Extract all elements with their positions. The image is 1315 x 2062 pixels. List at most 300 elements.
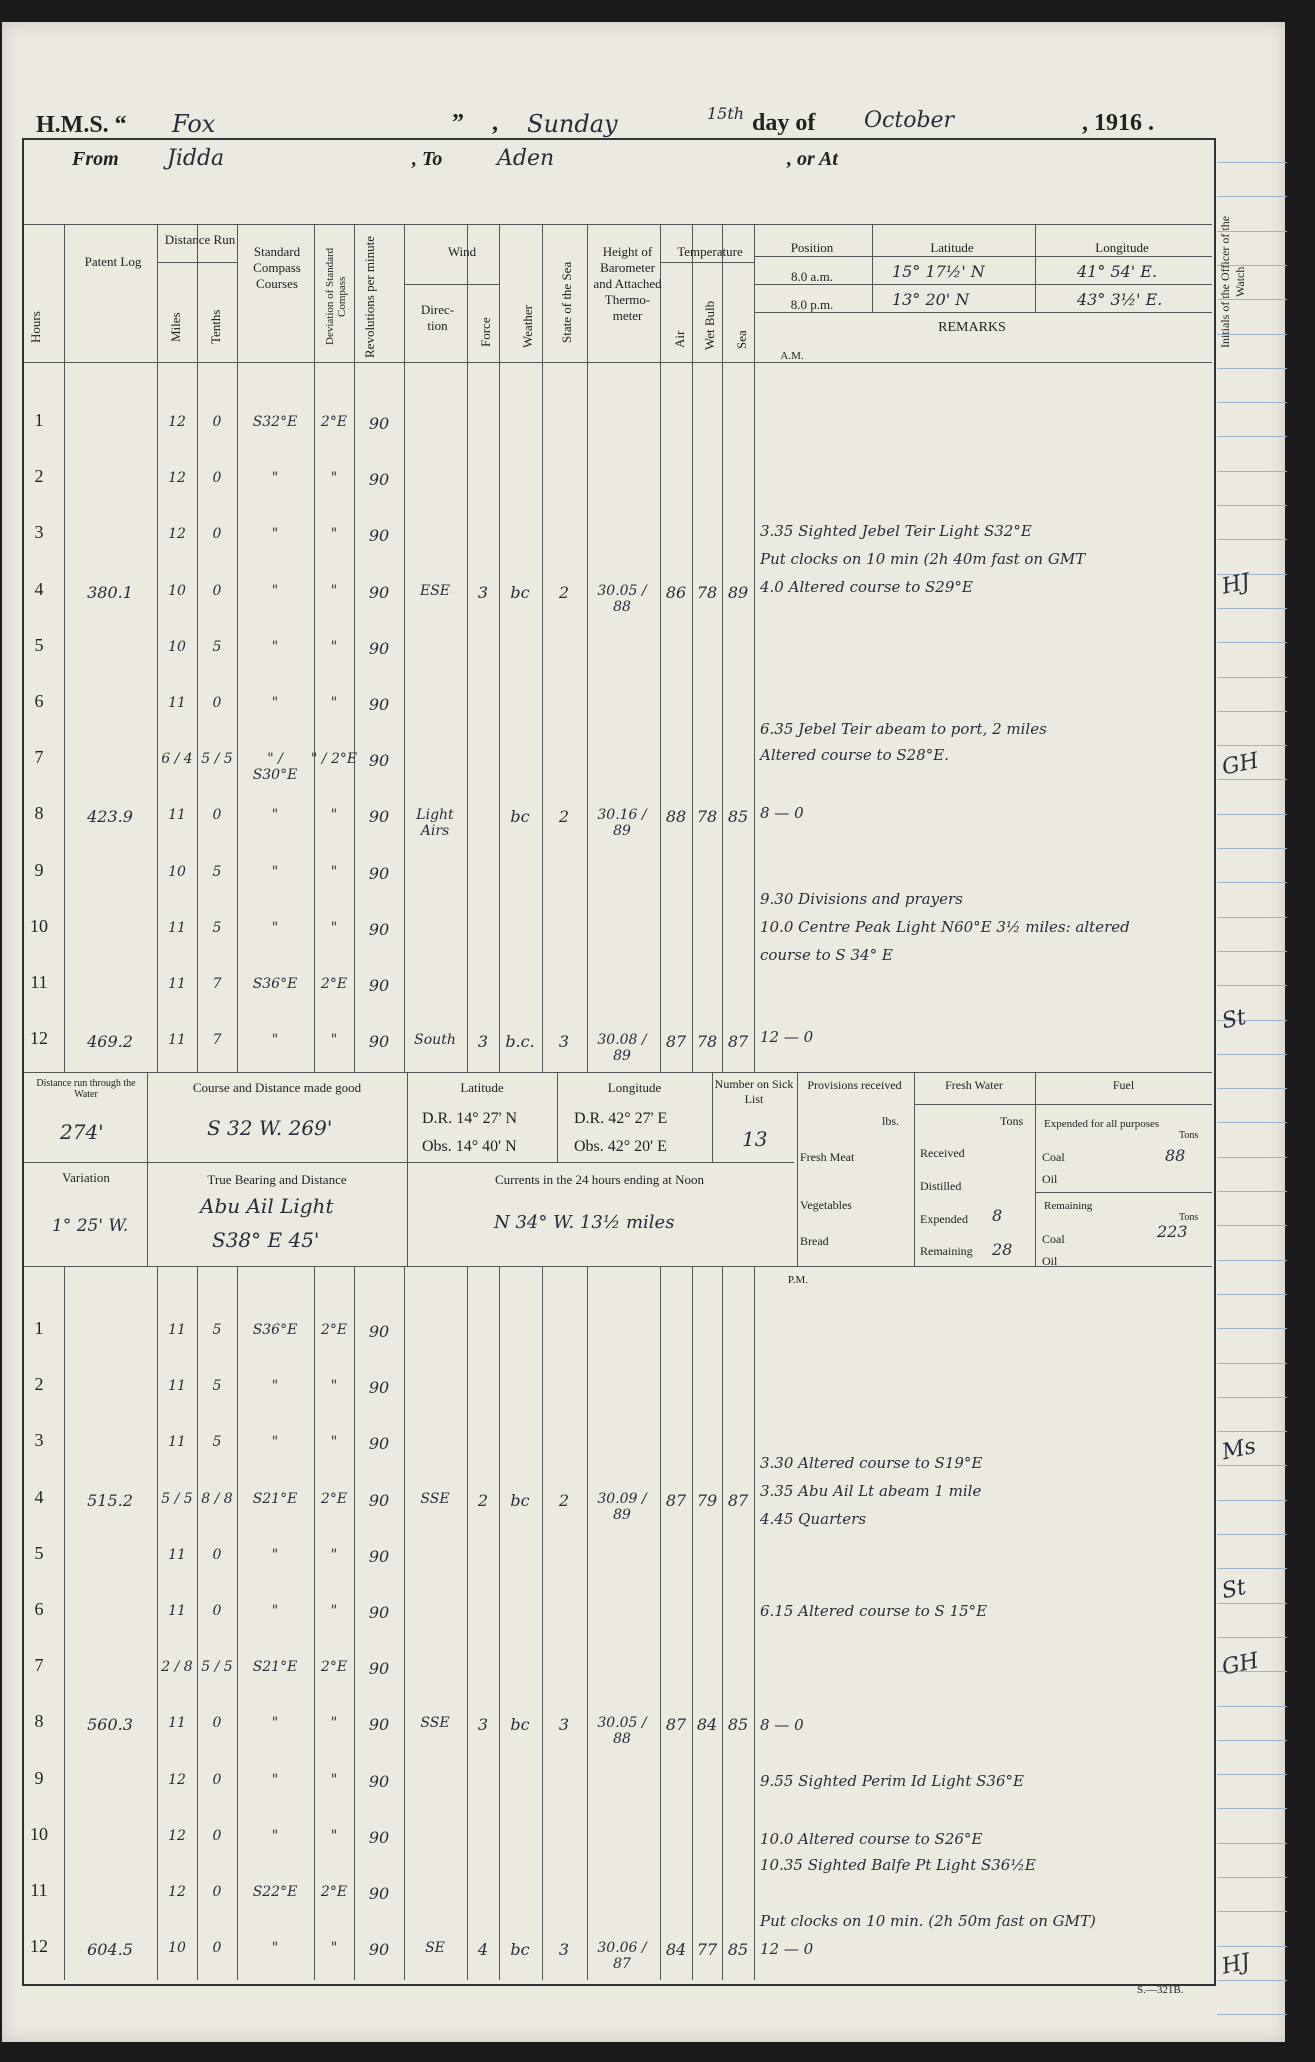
longitude-column-line (1035, 224, 1036, 312)
month: October (864, 108, 955, 133)
pm-row-4-rev: 90 (368, 1490, 390, 1510)
pm-remark-8: 10.35 Sighted Balfe Pt Light S36½E (760, 1856, 1036, 1874)
officer-initials-4: Ms (1219, 1433, 1259, 1466)
pm-row-1-course: S36°E (252, 1322, 298, 1338)
remarks-header: REMARKS (938, 320, 1006, 335)
margin-rule (1217, 1911, 1287, 1912)
noon-lat-dr: D.R. 14° 27' N (422, 1110, 518, 1127)
am-remark-8: 10.0 Centre Peak Light N60°E 3½ miles: altered (760, 918, 1130, 936)
pm-row-6-mi: 11 (168, 1603, 186, 1619)
am-row-3-te: 0 (212, 526, 222, 543)
officer-initials-5: St (1219, 1574, 1249, 1605)
am-row-1-dev: 2°E (320, 414, 348, 430)
am-row-4-air: 86 (665, 582, 687, 602)
am-row-2-te: 0 (212, 470, 222, 487)
noon-long-label: Longitude (607, 1080, 662, 1095)
am-row-4-force: 3 (477, 582, 489, 602)
latitude-header: Latitude (930, 240, 974, 255)
margin-rule (1217, 402, 1287, 403)
am-row-12-dev: " (330, 1032, 338, 1049)
am-remark-10: 12 — 0 (760, 1028, 814, 1046)
pm-longitude: 43° 3½' E. (1077, 290, 1163, 309)
pm-row-1-rev: 90 (368, 1322, 390, 1341)
am-row-4-seat: 89 (727, 582, 749, 602)
pm-row-2-mi: 11 (168, 1378, 186, 1395)
am-row-8-rev: 90 (368, 807, 390, 827)
am-hour-10: 10 (30, 915, 48, 936)
header-top-line (24, 224, 1212, 225)
am-row-5-te: 5 (212, 638, 222, 655)
noon-long-dr: D.R. 42° 27' E (574, 1110, 668, 1127)
am-row-10-mi: 11 (168, 919, 186, 936)
noon-column-line (712, 1072, 713, 1162)
pm-row-1-dev: 2°E (320, 1322, 348, 1338)
am-row-12-sea-state: 3 (558, 1032, 570, 1052)
header-bottom-line (24, 362, 1212, 363)
margin-rule (1217, 677, 1287, 678)
pm-remark-4: 6.15 Altered course to S 15°E (760, 1602, 988, 1620)
pm-row-3-mi: 11 (168, 1434, 186, 1451)
margin-rule (1217, 1706, 1287, 1707)
am-row-1-mi: 12 (168, 414, 186, 430)
noon-dist-value: 274' (60, 1120, 104, 1144)
pm-row-4-seat: 87 (727, 1490, 749, 1510)
col-wet-bulb: Wet Bulb (702, 300, 717, 350)
fuel-oil: Oil (1042, 1172, 1058, 1186)
pm-remark-7: 10.0 Altered course to S26°E (760, 1830, 983, 1848)
am-longitude: 41° 54' E. (1077, 262, 1158, 281)
column-line (660, 1266, 661, 1980)
pm-row-8-te: 0 (212, 1715, 222, 1732)
margin-rule (1217, 196, 1287, 197)
fuel-tons: Tons (1179, 1130, 1199, 1141)
margin-rule (1217, 985, 1287, 986)
pm-remark-6: 9.55 Sighted Perim Id Light S36°E (760, 1772, 1024, 1790)
ship-prefix: H.M.S. “ (36, 112, 127, 138)
water-label: Fresh Water (945, 1078, 1003, 1092)
am-row-8-log: 423.9 (87, 807, 133, 827)
am-row-5-mi: 10 (168, 638, 186, 655)
fuel-tons2: Tons (1179, 1212, 1199, 1223)
am-hour-2: 2 (34, 466, 44, 487)
day-of-label: day of (752, 110, 816, 136)
am-row-5-dev: " (330, 638, 338, 655)
am-row-5-rev: 90 (368, 638, 390, 658)
prov-veg: Vegetables (800, 1198, 852, 1212)
initials-header: Initials of the Officer of the Watch (1218, 215, 1247, 349)
noon-lat-label: Latitude (460, 1080, 504, 1095)
margin-rule (1217, 1363, 1287, 1364)
pm-hour-8: 8 (34, 1711, 44, 1732)
am-row-6-rev: 90 (368, 695, 390, 714)
column-line (157, 1266, 158, 1980)
bearing-line1: Abu Ail Light (200, 1194, 334, 1218)
margin-rule (1217, 1946, 1287, 1947)
pm-remark-10: 12 — 0 (760, 1940, 814, 1958)
pm-hour-10: 10 (30, 1823, 48, 1844)
water-expended-val: 8 (992, 1206, 1003, 1225)
pm-row-6-rev: 90 (368, 1603, 390, 1622)
pm-row-2-rev: 90 (368, 1378, 390, 1398)
margin-rule (1217, 1157, 1287, 1158)
pm-row-11-te: 0 (212, 1884, 222, 1900)
pm-hour-1: 1 (34, 1318, 44, 1338)
fuel-coal2: Coal (1042, 1232, 1065, 1246)
am-row-4-mi: 10 (168, 582, 186, 599)
water-line (914, 1104, 1035, 1105)
from-value: Jidda (167, 146, 225, 171)
am-row-1-te: 0 (212, 414, 222, 430)
am-row-12-course: " (271, 1032, 279, 1049)
margin-rule (1217, 368, 1287, 369)
water-tons: Tons (1000, 1114, 1024, 1128)
margin-rule (1217, 882, 1287, 883)
margin-rule (1217, 1808, 1287, 1809)
am-row-9-rev: 90 (368, 863, 390, 883)
pm-row-4-log: 515.2 (87, 1490, 133, 1510)
pm-row-6-te: 0 (212, 1603, 222, 1619)
am-remark-9: course to S 34° E (760, 946, 893, 964)
fuel-oil2: Oil (1042, 1254, 1058, 1268)
am-row-11-te: 7 (212, 976, 222, 992)
margin-rule (1217, 1260, 1287, 1261)
noon-course-label: Course and Distance made good (192, 1080, 362, 1095)
am-row-4-baro: 30.05 / 88 (597, 582, 647, 615)
margin-rule (1217, 1465, 1287, 1466)
am-row-8-mi: 11 (168, 807, 186, 824)
margin-rule (1217, 1534, 1287, 1535)
noon-column-line (914, 1072, 915, 1266)
pm-remark-2: 3.35 Abu Ail Lt abeam 1 mile (760, 1482, 982, 1500)
pm-row-9-course: " (271, 1771, 279, 1788)
column-line (754, 1266, 755, 1980)
margin-rule (1217, 917, 1287, 918)
pm-row-5-course: " (271, 1546, 279, 1563)
am-latitude: 15° 17½' N (892, 262, 985, 281)
margin-rule (1217, 1397, 1287, 1398)
am-row-9-mi: 10 (168, 863, 186, 880)
prov-lbs: lbs. (882, 1114, 900, 1128)
column-line (660, 224, 661, 1072)
column-line (64, 1266, 65, 1980)
am-row-6-course: " (271, 695, 279, 711)
column-line (64, 224, 65, 1072)
am-row-6-mi: 11 (168, 695, 186, 711)
column-line (754, 224, 755, 1072)
noon-lat-obs: Obs. 14° 40' N (422, 1138, 517, 1155)
am-row-8-dev: " (330, 807, 338, 824)
noon-dist-label: Distance run through the Water (36, 1078, 136, 1100)
am-row-12-rev: 90 (368, 1032, 390, 1052)
am-hour-7: 7 (34, 747, 44, 768)
margin-rule (1217, 1740, 1287, 1741)
margin-rule (1217, 1877, 1287, 1878)
am-row-1-rev: 90 (368, 414, 390, 433)
pm-row-10-course: " (271, 1827, 279, 1844)
col-weather: Weather (520, 305, 535, 349)
column-line (467, 224, 468, 1072)
column-line (467, 1266, 468, 1980)
am-remark-4: 6.35 Jebel Teir abeam to port, 2 miles (760, 720, 1047, 738)
margin-rule (1217, 1431, 1287, 1432)
pm-row-12-baro: 30.06 / 87 (597, 1940, 647, 1973)
pm-row-9-te: 0 (212, 1771, 222, 1788)
pm-row-3-course: " (271, 1434, 279, 1451)
pm-latitude: 13° 20' N (892, 290, 970, 309)
pm-hour-6: 6 (34, 1599, 44, 1619)
pm-row-8-wet: 84 (696, 1715, 718, 1735)
fuel-line (1035, 1104, 1212, 1105)
pm-row-12-log: 604.5 (87, 1940, 133, 1960)
am-row-3-dev: " (330, 526, 338, 543)
day-number: 15th (707, 104, 745, 123)
fuel-remaining: Remaining (1044, 1200, 1093, 1212)
position-pm-label: 8.0 p.m. (790, 297, 834, 312)
am-row-11-rev: 90 (368, 976, 390, 995)
am-row-4-wet: 78 (696, 582, 718, 602)
margin-rule (1217, 1328, 1287, 1329)
pm-row-7-course: S21°E (252, 1659, 298, 1676)
margin-rule (1217, 471, 1287, 472)
am-row-9-te: 5 (212, 863, 222, 880)
pm-row-12-rev: 90 (368, 1940, 390, 1960)
fuel-coal2-val: 223 (1157, 1222, 1188, 1241)
am-hour-8: 8 (34, 803, 44, 824)
am-remark-2: Put clocks on 10 min (2h 40m fast on GMT (760, 550, 1086, 568)
am-hour-9: 9 (34, 859, 44, 880)
am-row-9-dev: " (330, 863, 338, 880)
pm-row-11-mi: 12 (168, 1884, 186, 1900)
pm-row-8-mi: 11 (168, 1715, 186, 1732)
latitude-column-line (872, 224, 873, 312)
pm-remark-3: 4.45 Quarters (760, 1510, 867, 1528)
pm-row-4-force: 2 (477, 1490, 489, 1510)
pm-row-4-wet: 79 (696, 1490, 718, 1510)
am-row-8-dir: Light Airs (416, 807, 454, 840)
noon-column-line (1035, 1072, 1036, 1266)
pm-row-4-course: S21°E (252, 1490, 298, 1507)
pm-row-9-dev: " (330, 1771, 338, 1788)
pm-row-10-te: 0 (212, 1827, 222, 1844)
am-row-4-wx: bc (510, 582, 530, 602)
column-line (404, 1266, 405, 1980)
am-row-10-rev: 90 (368, 919, 390, 939)
pm-row-12-dev: " (330, 1940, 338, 1957)
pm-row-6-dev: " (330, 1603, 338, 1619)
col-sea: Sea (734, 330, 749, 349)
am-row-8-course: " (271, 807, 279, 824)
noon-sick-value: 13 (742, 1127, 768, 1151)
pm-row-2-course: " (271, 1378, 279, 1395)
margin-rule (1217, 608, 1287, 609)
am-label: A.M. (780, 350, 804, 362)
col-tenths: Tenths (208, 309, 223, 345)
col-temperature: Temperature (677, 244, 743, 259)
variation-label: Variation (62, 1170, 110, 1185)
pm-row-5-mi: 11 (168, 1546, 186, 1563)
am-row-12-mi: 11 (168, 1032, 186, 1049)
currents-label: Currents in the 24 hours ending at Noon (494, 1172, 705, 1187)
margin-rule (1217, 1774, 1287, 1775)
margin-rule (1217, 2014, 1287, 2015)
am-row-4-te: 0 (212, 582, 222, 599)
am-hour-1: 1 (34, 410, 44, 430)
officer-initials-3: St (1219, 1004, 1249, 1035)
pm-row-7-te: 5 / 5 (201, 1659, 233, 1676)
margin-rule (1217, 436, 1287, 437)
bearing-label: True Bearing and Distance (207, 1172, 347, 1187)
am-row-8-wx: bc (510, 807, 530, 827)
am-hour-12: 12 (30, 1028, 48, 1049)
margin-rule (1217, 505, 1287, 506)
distance-run-line (157, 262, 237, 263)
bearing-line2: S38° E 45' (212, 1228, 320, 1252)
am-row-4-dev: " (330, 582, 338, 599)
pm-row-4-te: 8 / 8 (201, 1490, 233, 1507)
pm-row-10-mi: 12 (168, 1827, 186, 1844)
am-row-4-sea-state: 2 (558, 582, 570, 602)
position-am-label: 8.0 a.m. (791, 269, 833, 284)
am-row-12-dir: South (414, 1032, 456, 1049)
log-page (2, 22, 1285, 2042)
am-row-5-course: " (271, 638, 279, 655)
fuel-label: Fuel (1112, 1078, 1135, 1092)
year: , 1916 . (1082, 110, 1154, 136)
am-remark-5: Altered course to S28°E. (760, 746, 949, 764)
currents-value: N 34° W. 13½ miles (494, 1212, 675, 1233)
pm-row-12-wet: 77 (696, 1940, 718, 1960)
margin-rule (1217, 745, 1287, 746)
comma: , (492, 110, 498, 136)
pm-row-12-course: " (271, 1940, 279, 1957)
am-row-12-te: 7 (212, 1032, 222, 1049)
am-row-2-course: " (271, 470, 279, 487)
longitude-header: Longitude (1095, 240, 1149, 255)
to-label: , To (412, 148, 443, 170)
quote-close: ” (452, 110, 464, 136)
column-line (354, 1266, 355, 1980)
pm-hour-2: 2 (34, 1374, 44, 1395)
am-row-1-course: S32°E (252, 414, 298, 430)
pm-row-12-te: 0 (212, 1940, 222, 1957)
or-at-label: , or At (787, 148, 838, 170)
pm-row-8-course: " (271, 1715, 279, 1732)
margin-rule (1217, 1054, 1287, 1055)
pm-row-7-rev: 90 (368, 1659, 390, 1679)
am-remark-7: 9.30 Divisions and prayers (760, 890, 963, 908)
am-row-12-log: 469.2 (87, 1032, 133, 1052)
am-hour-6: 6 (34, 691, 44, 711)
column-line (542, 1266, 543, 1980)
col-deviation: Deviation of Standard Compass (324, 247, 348, 346)
column-line (499, 224, 500, 1072)
pm-row-8-rev: 90 (368, 1715, 390, 1735)
am-row-3-rev: 90 (368, 526, 390, 546)
position-header: Position (790, 240, 834, 255)
pm-row-5-dev: " (330, 1546, 338, 1563)
am-row-7-te: 5 / 5 (201, 751, 233, 768)
margin-rule (1217, 1568, 1287, 1569)
pm-hour-12: 12 (30, 1936, 48, 1957)
pm-row-12-air: 84 (665, 1940, 687, 1960)
pm-hour-7: 7 (34, 1655, 44, 1676)
pm-row-8-sea-state: 3 (558, 1715, 570, 1735)
am-row-8-air: 88 (665, 807, 687, 827)
margin-rule (1217, 162, 1287, 163)
noon-column-line (407, 1072, 408, 1266)
col-barometer: Height of Barometer and Attached Thermo- meter (593, 244, 662, 323)
pm-row-8-seat: 85 (727, 1715, 749, 1735)
pm-remark-1: 3.30 Altered course to S19°E (760, 1454, 983, 1472)
column-line (314, 1266, 315, 1980)
pm-row-4-wx: bc (510, 1490, 530, 1510)
am-row-7-course: " / S30°E (252, 751, 298, 784)
pm-row-6-course: " (271, 1603, 279, 1619)
col-miles: Miles (168, 312, 183, 342)
water-remaining: Remaining (920, 1244, 973, 1258)
column-line (542, 224, 543, 1072)
am-row-3-mi: 12 (168, 526, 186, 543)
temperature-line (660, 262, 754, 263)
am-remark-1: 3.35 Sighted Jebel Teir Light S32°E (760, 522, 1032, 540)
am-row-2-rev: 90 (368, 470, 390, 490)
pm-row-5-te: 0 (212, 1546, 222, 1563)
margin-rule (1217, 1500, 1287, 1501)
officer-initials-7: HJ (1219, 1949, 1253, 1980)
pm-row-2-te: 5 (212, 1378, 222, 1395)
wind-line (404, 284, 499, 285)
col-compass: Standard Compass Courses (253, 244, 301, 291)
col-hours: Hours (28, 311, 43, 343)
am-hour-11: 11 (30, 972, 48, 992)
pm-row-12-seat: 85 (727, 1940, 749, 1960)
am-row-10-dev: " (330, 919, 338, 936)
am-row-12-air: 87 (665, 1032, 687, 1052)
am-row-4-log: 380.1 (87, 582, 133, 602)
am-row-11-dev: 2°E (320, 976, 348, 992)
margin-rule (1217, 711, 1287, 712)
pm-row-9-rev: 90 (368, 1771, 390, 1791)
am-row-12-seat: 87 (727, 1032, 749, 1052)
am-row-2-dev: " (330, 470, 338, 487)
am-row-4-dir: ESE (419, 582, 451, 599)
noon-mid-line (24, 1162, 794, 1163)
am-row-12-wet: 78 (696, 1032, 718, 1052)
noon-long-obs: Obs. 42° 20' E (574, 1138, 667, 1155)
am-row-6-dev: " (330, 695, 338, 711)
am-hour-3: 3 (34, 522, 44, 543)
am-row-3-course: " (271, 526, 279, 543)
position-line-1 (754, 256, 1212, 257)
margin-rule (1217, 642, 1287, 643)
col-force: Force (478, 317, 493, 347)
pm-row-1-te: 5 (212, 1322, 222, 1338)
pm-row-12-wx: bc (510, 1940, 530, 1960)
fuel-mid-line (1035, 1192, 1212, 1193)
pm-hour-4: 4 (34, 1486, 44, 1507)
margin-rule (1217, 1294, 1287, 1295)
column-line (692, 224, 693, 1072)
margin-rule (1217, 1122, 1287, 1123)
am-row-7-rev: 90 (368, 751, 390, 771)
pm-row-8-dir: SSE (420, 1715, 450, 1732)
noon-column-line (147, 1072, 148, 1266)
fuel-coal: Coal (1042, 1150, 1065, 1164)
pm-row-8-dev: " (330, 1715, 338, 1732)
pm-row-1-mi: 11 (168, 1322, 186, 1338)
column-line (499, 1266, 500, 1980)
pm-row-4-dev: 2°E (320, 1490, 348, 1507)
